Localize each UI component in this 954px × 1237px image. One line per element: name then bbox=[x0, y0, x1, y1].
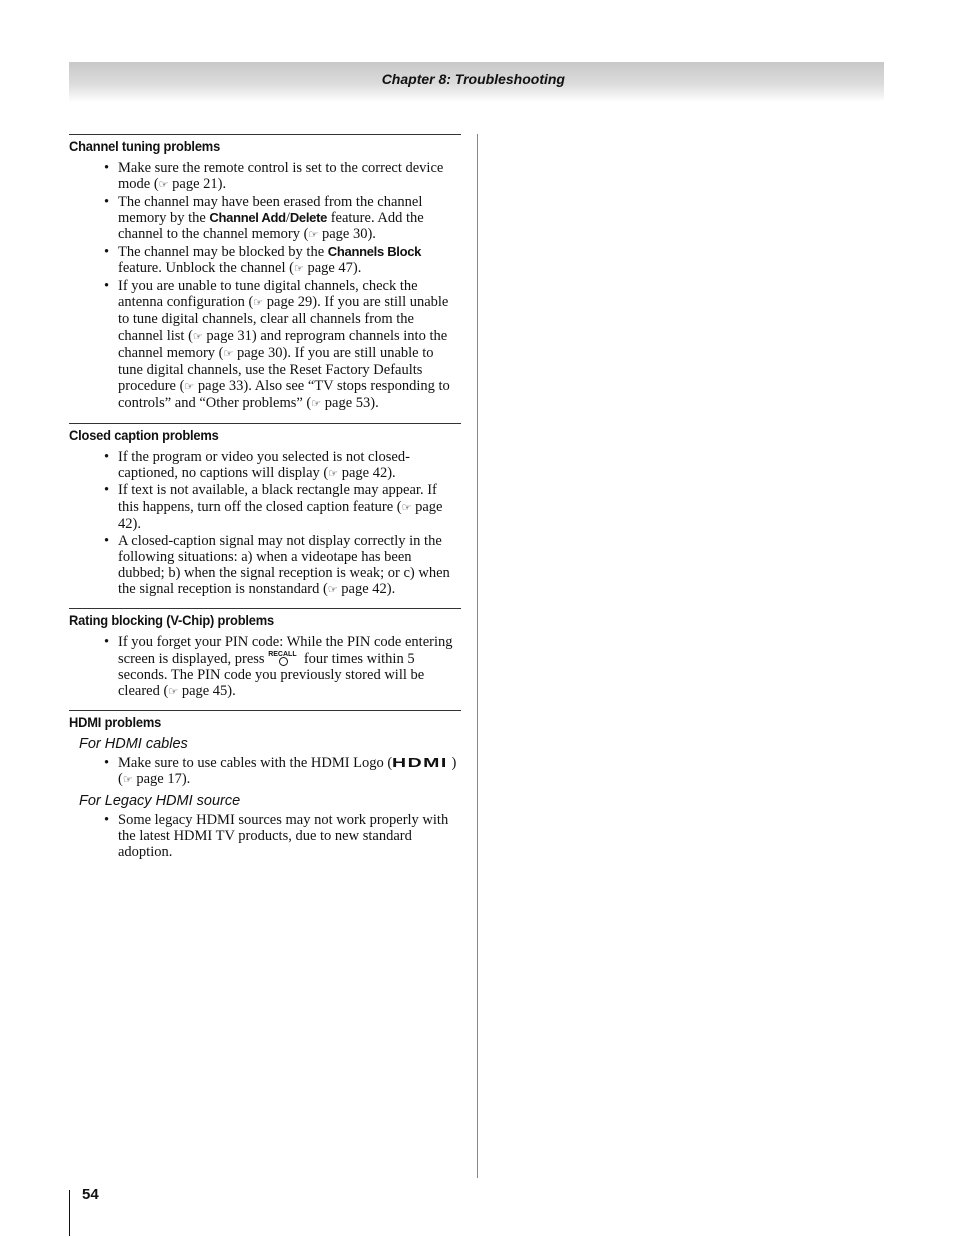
list-item: • The channel may have been erased from the channel memory by the Channel Add/Delete feature. Add the channel to the channel memory (☞ page 30). bbox=[69, 194, 461, 244]
page-reference-icon: ☞ bbox=[327, 584, 338, 597]
section-title: Closed caption problems bbox=[69, 426, 219, 443]
page-reference-icon: ☞ bbox=[223, 347, 234, 360]
section-closed-caption bbox=[69, 423, 461, 599]
page-reference-icon: ☞ bbox=[158, 179, 169, 192]
section-title: Rating blocking (V-Chip) problems bbox=[69, 612, 275, 629]
page-reference-icon: ☞ bbox=[311, 398, 322, 411]
list-item: • Make sure to use cables with the HDMI Logo (HDMI ) (☞ page 17). bbox=[69, 755, 461, 788]
chapter-title: Chapter 8: Troubleshooting bbox=[381, 71, 565, 87]
page-reference-icon: ☞ bbox=[192, 330, 203, 343]
recall-button-icon: RECALL bbox=[268, 651, 300, 665]
page-reference-icon: ☞ bbox=[184, 381, 195, 394]
page-reference-icon: ☞ bbox=[253, 297, 264, 310]
list-item: • If the program or video you selected is not closed-captioned, no captions will display (☞ page 42). bbox=[69, 449, 461, 482]
list-item: • If you are unable to tune digital channels, check the antenna configuration (☞ page 29). If you are still unable to tune digital channels, clear all channels from the channel list (☞ page 31) and reprogram channels into the channel memory (☞ page 30). If you are still unable to tune digital channels, use the Reset Factory Defaults procedure (☞ page 33). Also see “TV stops responding to controls” and “Other problems” (☞ page 53). bbox=[69, 278, 461, 413]
page-reference-icon: ☞ bbox=[328, 467, 339, 480]
page-reference-icon: ☞ bbox=[308, 229, 319, 242]
section-title: Channel tuning problems bbox=[69, 138, 221, 154]
page-reference-icon: ☞ bbox=[401, 501, 412, 514]
section-rating-blocking bbox=[69, 608, 461, 700]
column-divider bbox=[477, 134, 478, 1178]
menu-label: Delete bbox=[289, 210, 328, 226]
list-item: • If you forget your PIN code: While the PIN code entering screen is displayed, press RECALL four times within 5 seconds. The PIN code you previously stored will be cleared (☞ page 45). bbox=[69, 634, 461, 700]
subsection-title: For Legacy HDMI source bbox=[79, 792, 241, 809]
list-item: • The channel may be blocked by the Channels Block feature. Unblock the channel (☞ page 47). bbox=[69, 244, 461, 277]
list-item: • If text is not available, a black rectangle may appear. If this happens, turn off the closed caption feature (☞ page 42). bbox=[69, 482, 461, 532]
list-item: • Make sure the remote control is set to the correct device mode (☞ page 21). bbox=[69, 160, 461, 193]
list-item: • Some legacy HDMI sources may not work properly with the latest HDMI TV products, due to new standard adoption. bbox=[69, 812, 461, 861]
menu-label: Channels Block bbox=[327, 244, 422, 260]
left-column bbox=[69, 134, 461, 870]
section-title: HDMI problems bbox=[69, 714, 162, 731]
subsection-title: For HDMI cables bbox=[79, 736, 188, 753]
section-hdmi bbox=[69, 710, 461, 860]
page-margin-bar bbox=[69, 1190, 70, 1236]
list-item: • A closed-caption signal may not display correctly in the following situations: a) when a videotape has been dubbed; b) when the signal reception is weak; or c) when the signal reception is nonstandard (☞ page 42). bbox=[69, 533, 461, 599]
menu-label: Channel Add bbox=[209, 210, 286, 226]
chapter-header-bar bbox=[69, 62, 884, 102]
section-channel-tuning bbox=[69, 134, 461, 413]
page-reference-icon: ☞ bbox=[168, 685, 179, 698]
page-reference-icon: ☞ bbox=[122, 774, 133, 787]
page-reference-icon: ☞ bbox=[293, 263, 304, 276]
page-number: 54 bbox=[82, 1186, 99, 1203]
hdmi-logo-icon: HDMI bbox=[392, 755, 449, 771]
